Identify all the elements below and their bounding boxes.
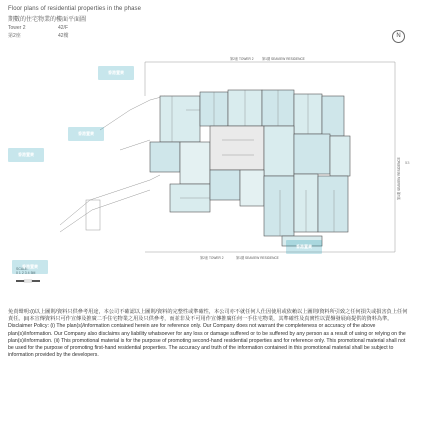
watermark-logo: 香港置業 <box>286 240 322 254</box>
watermark-logo: 香港置業 <box>12 260 48 274</box>
scale-ticks: 0 1 2 3 4 5M <box>16 271 36 275</box>
label-bottom-left: 第2座 TOWER 2 <box>200 256 224 260</box>
scale-bar <box>16 280 40 282</box>
tower-label-zh: 第2座 <box>8 33 21 39</box>
north-arrow-icon: N <box>392 30 405 43</box>
watermark-logo: 香港置業 <box>68 127 104 141</box>
label-bottom-right: 第1期 SEAVIEW RESIDENCE <box>236 256 279 260</box>
plan-title-en: Floor plans of residential properties in the phase <box>8 6 142 12</box>
tower-label-en: Tower 2 <box>8 25 26 31</box>
floor-label-en: 42/F <box>58 25 69 31</box>
watermark-logo: 香港置業 <box>8 148 44 162</box>
disclaimer-en: Disclaimer Policy: (i) The plan(s)/information contained herein are for reference only. Our Company does not warrant the completeness or accuracy of the above plan(s)/information. Our Company also disclaims any liability whatsoever for any loss or damage suffered or to be suffered by any person as a result of using or relying on the plan(s)/information. (ii) This promotional material is for the purpose of promoting second-hand residential properties and for reference only. This promotional material shall not be used for the purpose of promoting first-hand residential properties. The accuracy and truth of the information contained in this promotional material shall be subject to information provided by the developers. <box>8 323 406 359</box>
label-top-right: 第1期 SEAVIEW RESIDENCE <box>262 57 305 61</box>
disclaimer-zh: 免責聲明:(i)以上圖則/資料只供參考用途，本公司不確認以上圖則/資料的完整性或準確性，本公司亦不就任何人仕因使用或依賴以上圖則/資料所引致之任何損失或損害負上任何責任。(ii)本宣傳資料只可作宣傳及推廣二手住宅物業之用及只供參考，而並非及不可用作宣傳推廣任何一手住宅物業，其準確性及真實性以賣盤發展商提供的資料為準。 <box>8 309 408 323</box>
scale-title: SCALE: <box>16 267 29 271</box>
plan-title-zh: 期數的住宅物業的樓面平面圖 <box>8 17 87 23</box>
floor-label-zh: 42樓 <box>58 33 69 39</box>
watermark-logo: 香港置業 <box>98 66 134 80</box>
label-right: 第1期 SEAVIEW RESIDENCE <box>397 157 401 200</box>
label-top-left: 第2座 TOWER 2 <box>230 57 254 61</box>
page-number: 53 <box>405 160 410 165</box>
building-units <box>150 90 350 246</box>
disclaimer <box>8 309 412 359</box>
